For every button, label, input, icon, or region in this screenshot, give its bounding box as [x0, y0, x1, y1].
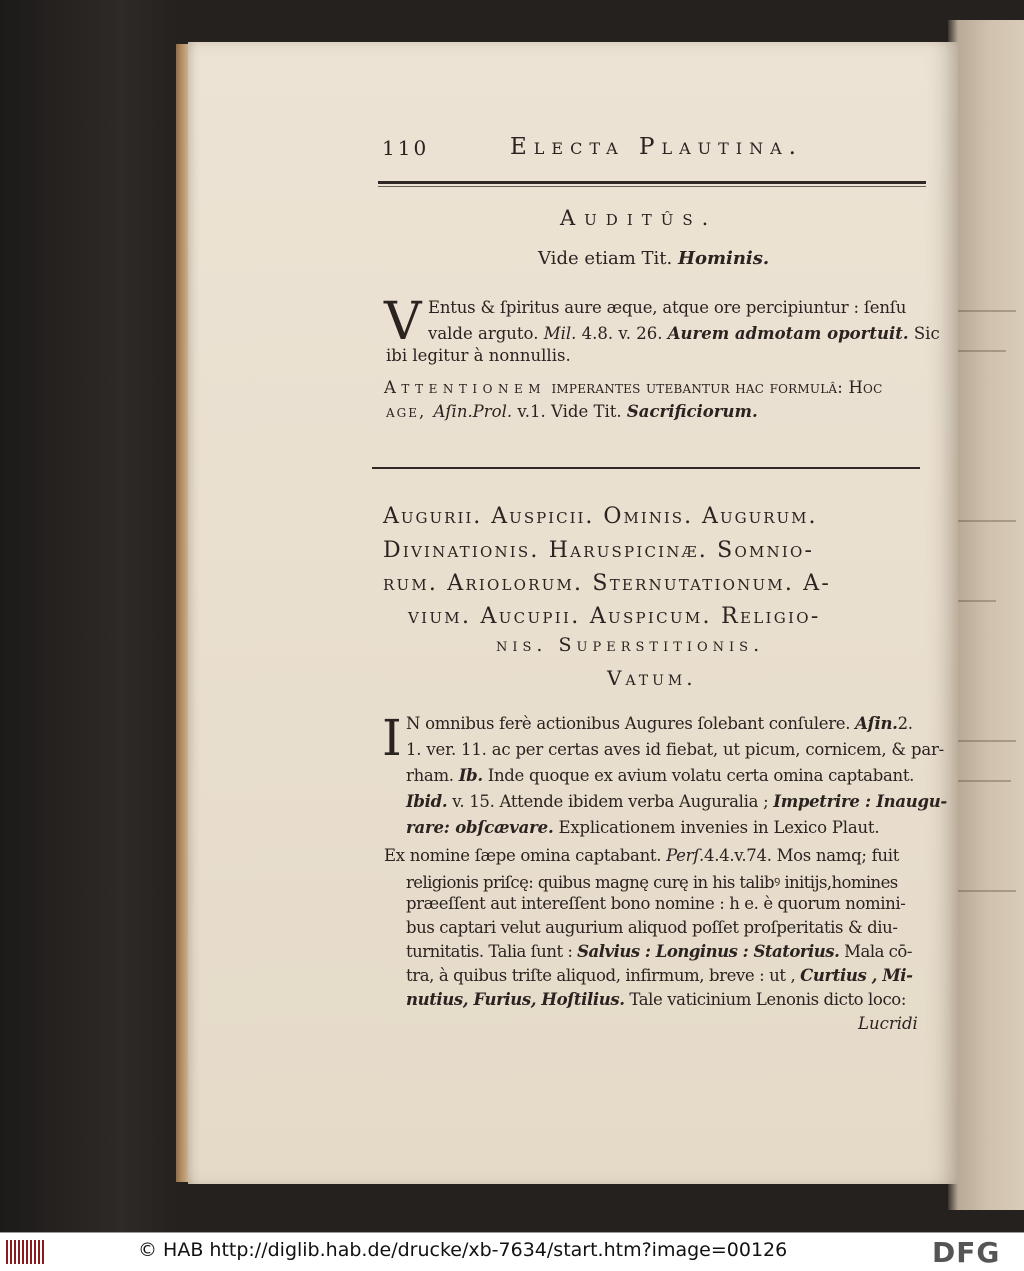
section-title-line: Vatum. — [607, 666, 697, 690]
text-line — [406, 766, 914, 785]
text-line: religionis priſcę: quibus magnę curę in his talibꝰ initijs,homines — [406, 873, 898, 892]
text-span: N omnibus ferè actionibus Augures ſolebant conſulere. — [406, 714, 856, 733]
name-list: Curtius , Mi- — [800, 966, 913, 985]
section-title-auditus: Auditûs. — [560, 206, 718, 230]
citation: Aſin. — [855, 714, 898, 733]
text-span: Tale vaticinium Lenonis dicto loco: — [624, 990, 906, 1009]
show-through-mark — [956, 780, 1011, 794]
text-span: 4.8. v. 26. — [576, 324, 668, 343]
quotation: Impetrire : Inaugu- — [773, 792, 947, 811]
citation: Ibid. — [406, 792, 448, 811]
running-title: Electa Plautina. — [510, 134, 803, 160]
quotation: Aurem admotam oportuit. — [667, 324, 909, 343]
section-cross-reference — [538, 248, 769, 269]
text-span: 4.4.v.74. Mos namq; fuit — [704, 846, 900, 865]
source-url-link[interactable]: © HAB http://diglib.hab.de/drucke/xb-7634/start.htm?image=00126 — [138, 1239, 788, 1261]
text-span: rham. — [406, 766, 459, 785]
citation: Mil. — [543, 324, 577, 343]
dfg-logo: DFG — [932, 1236, 1001, 1269]
section-title-line: Augurii. Auſpicii. Ominis. Augurum. — [383, 504, 818, 529]
keyword: Attentionem — [384, 378, 547, 397]
text-line: Entus & ſpiritus aure æque, atque ore percipiuntur : ſenſu — [428, 298, 907, 317]
name-list: Salvius : Longinus : Statorius. — [577, 942, 840, 961]
section-rule — [372, 467, 920, 469]
drop-capital: I — [382, 709, 402, 767]
name-list: nutius, Furius, Hoſtilius. — [406, 990, 625, 1009]
text-line — [384, 378, 882, 397]
adjacent-page — [948, 20, 1024, 1210]
show-through-mark — [956, 350, 1006, 364]
show-through-mark — [956, 890, 1016, 904]
page-number: 110 — [382, 136, 430, 160]
text-span: Explicationem invenies in Lexico Plaut. — [553, 818, 880, 837]
text-span: v.1. Vide Tit. — [512, 402, 627, 421]
header-rule — [378, 181, 926, 184]
section-title-line: rum. Ariolorum. Sternutationum. A- — [383, 571, 831, 596]
text-line — [406, 990, 906, 1009]
show-through-mark — [956, 520, 1016, 534]
text-span: 2. — [897, 714, 913, 733]
text-line — [406, 792, 947, 811]
text-span: imperantes utebantur hac formulâ: Hoc — [546, 378, 883, 397]
text-line — [406, 818, 879, 837]
text-span: age, — [386, 402, 434, 421]
drop-capital: V — [384, 292, 422, 352]
section-title-line: Divinationis. Haruſpicinæ. Somnio- — [383, 538, 815, 563]
text-line — [406, 714, 913, 733]
text-line — [386, 402, 758, 421]
text-line — [384, 846, 899, 865]
cross-reference-title: Hominis. — [677, 248, 770, 269]
header-rule-thin — [378, 186, 926, 187]
text-line: bus captari velut augurium aliquod poſſet proſperitatis & diu- — [406, 918, 898, 937]
show-through-mark — [956, 740, 1016, 754]
text-line: 1. ver. 11. ac per certas aves id fiebat, ut picum, cornicem, & par- — [406, 740, 945, 759]
text-span: v. 15. Attende ibidem verba Auguralia ; — [447, 792, 774, 811]
section-title-line: vium. Aucupii. Auſpicum. Religio- — [408, 604, 821, 629]
catchword: Lucridi — [858, 1014, 918, 1033]
show-through-mark — [956, 600, 996, 614]
text-span: valde arguto. — [428, 324, 544, 343]
section-title-line: nis. Superſtitionis. — [496, 634, 765, 656]
citation: Perſ. — [666, 846, 704, 865]
text-span: Inde quoque ex avium volatu certa omina captabant. — [482, 766, 915, 785]
text-span: Sic — [908, 324, 940, 343]
text-line — [406, 942, 912, 961]
cross-reference-title: Sacrificiorum. — [626, 402, 758, 421]
citation: Aſin.Prol. — [433, 402, 513, 421]
text-span: Mala cō- — [839, 942, 912, 961]
text-line — [428, 324, 940, 343]
text-line: præeſſent aut intereſſent bono nomine : h e. è quorum nomini- — [406, 894, 906, 913]
text-line: ibi legitur à nonnullis. — [386, 346, 571, 365]
text-span: Ex nomine ſæpe omina captabant. — [384, 846, 667, 865]
show-through-mark — [956, 310, 1016, 324]
quotation: rare: obſcævare. — [406, 818, 554, 837]
text-span: tra, à quibus triſte aliquod, infirmum, breve : ut , — [406, 966, 801, 985]
text-line — [406, 966, 913, 985]
citation: Ib. — [458, 766, 483, 785]
hab-logo-icon — [6, 1240, 46, 1264]
cross-reference-text: Vide etiam Tit. — [538, 248, 678, 269]
text-span: turnitatis. Talia ſunt : — [406, 942, 578, 961]
